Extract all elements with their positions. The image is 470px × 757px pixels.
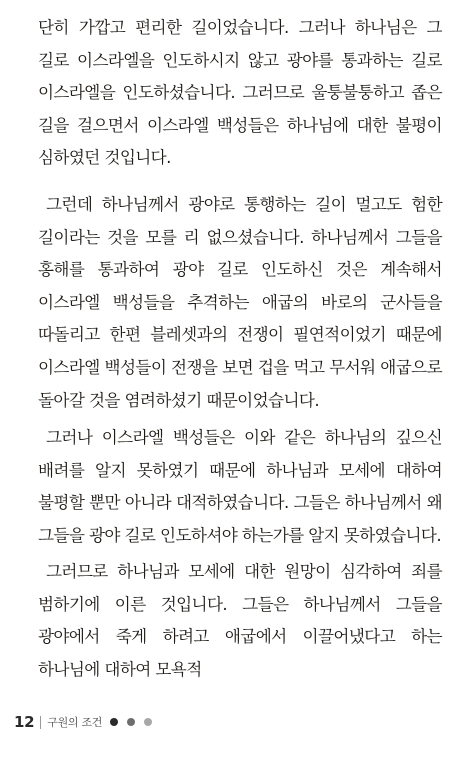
- page-footer: [14, 712, 161, 732]
- dot-icon-2: [127, 718, 135, 726]
- paragraph-2: 그런데 하나님께서 광야로 통행하는 길이 멀고도 험한 길이라는 것을 모를 리 없으셨습니다. 하나님께서 그들을 홍해를 통과하여 광야 길로 인도하신 것은 계속해서 이스라엘 백성들을 추격하는 애굽의 바로의 군사들을 따돌리고 한편 블레셋과의 전쟁이 필연적이었기 때문에 이스라엘 백성들이 전쟁을 보면 겁을 먹고 무서워 애굽으로 돌아갈 것을 염려하셨기 때문이었습니다.: [38, 195, 443, 410]
- paragraph-3: 그러나 이스라엘 백성들은 이와 같은 하나님의 깊으신 배려를 알지 못하였기 때문에 하나님과 모세에 대하여 불평할 뿐만 아니라 대적하였습니다. 그들은 하나님께서 왜 그들을 광야 길로 인도하셔야 하는가를 알지 못하였습니다.: [38, 428, 442, 545]
- dot-icon-1: [110, 718, 118, 726]
- page-number: 12: [14, 713, 35, 731]
- paragraph-4: 그러므로 하나님과 모세에 대한 원망이 심각하여 죄를 범하기에 이른 것입니다. 그들은 하나님께서 그들을 광야에서 죽게 하려고 애굽에서 이끌어냈다고 하는 하나님에 대하여 모욕적: [38, 562, 442, 679]
- dot-icon-3: [144, 718, 152, 726]
- book-title: 구원의 조건: [47, 716, 103, 729]
- paragraph-1: 단히 가깝고 편리한 길이었습니다. 그러나 하나님은 그 길로 이스라엘을 인도하시지 않고 광야를 통과하는 길로 이스라엘을 인도하셨습니다. 그러므로 울퉁불퉁하고 좁은 길을 걸으면서 이스라엘 백성들은 하나님에 대한 불평이 심하였던 것입니다.: [38, 18, 442, 168]
- footer-divider: [40, 716, 41, 729]
